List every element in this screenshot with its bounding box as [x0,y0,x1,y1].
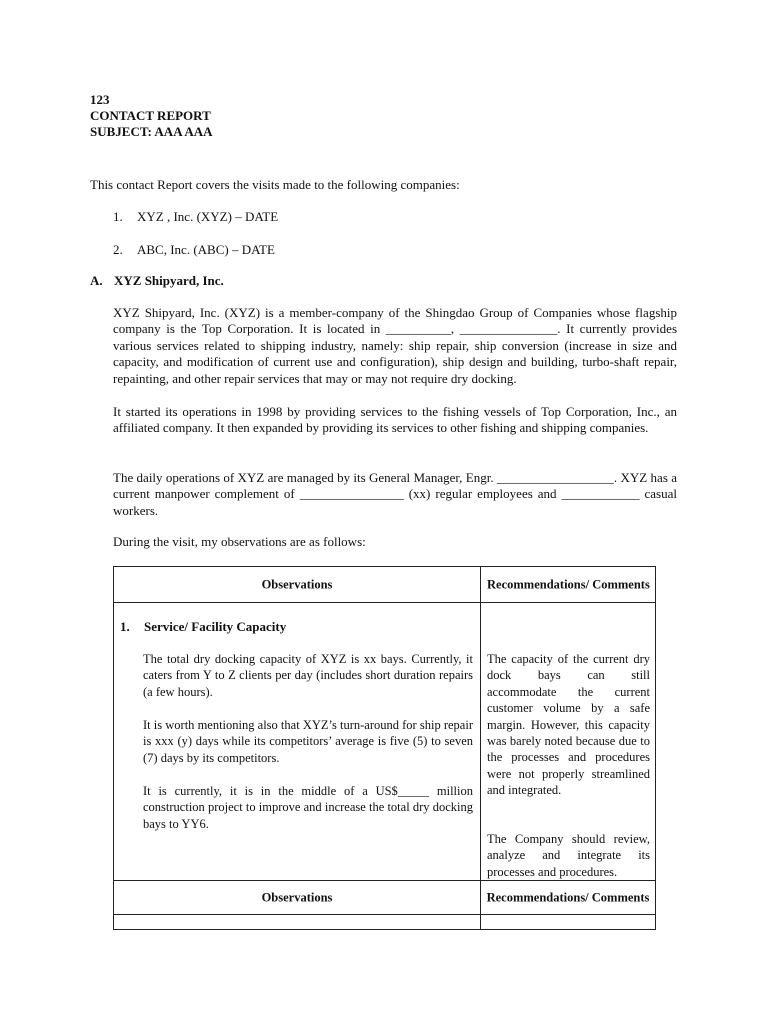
report-number: 123 [90,92,110,107]
observation-paragraph: It is worth mentioning also that XYZ’s turn-around for ship repair is xxx (y) days while its competitors’ average is five (5) to seven (7) days by its competitors. [143,718,473,765]
list-number: 2. [113,242,123,257]
section-heading [90,273,224,289]
paragraph-operations-history: It started its operations in 1998 by providing services to the fishing vessels of Top Corporation, Inc., an affiliated company. It then expanded by providing its services to other fishing and shipping companies. [113,404,677,436]
section-letter: A. [90,273,103,288]
report-title: CONTACT REPORT [90,108,211,123]
section-name: Service/ Facility Capacity [144,619,287,634]
intro-text: This contact Report covers the visits made to the following companies: [90,177,460,192]
company-name: XYZ , Inc. (XYZ) – DATE [137,209,279,224]
table-header-observations: Observations [113,566,481,603]
table-header-recommendations: Recommendations/ Comments [480,566,656,603]
report-header [90,92,213,140]
table-header-observations-repeat: Observations [113,880,481,915]
empty-recommendations-cell [480,914,656,930]
table-header-recommendations-repeat: Recommendations/ Comments [480,880,656,915]
company-name: ABC, Inc. (ABC) – DATE [137,242,275,257]
observation-paragraph: The total dry docking capacity of XYZ is xx bays. Currently, it caters from Y to Z clients per day (includes short duration repairs (a few hours). [143,652,473,699]
report-subject: SUBJECT: AAA AAA [90,124,213,139]
recommendations-cell [480,602,656,881]
paragraph-company-profile: XYZ Shipyard, Inc. (XYZ) is a member-company of the Shingdao Group of Companies whose flagship company is the Top Corporation. It is located in __________, _______________. It currently provides various services related to shipping industry, namely: ship repair, ship conversion (increase in size and capacity, and modification of current use and configuration), ship design and building, turbo-shaft repair, repainting, and other repair services that may or may not require dry docking. [113,305,677,386]
observation-paragraph: It is currently, it is in the middle of a US$_____ million construction project to improve and increase the total dry docking bays to YY6. [143,784,473,831]
empty-observations-cell [113,914,481,930]
section-title: XYZ Shipyard, Inc. [114,273,224,288]
observation-section-title [120,619,286,635]
list-number: 1. [113,209,123,224]
observations-table [113,566,656,930]
section-number: 1. [120,619,130,634]
company-list-item [113,209,278,225]
recommendation-paragraph: The capacity of the current dry dock bays can still accommodate the current customer volume by a safe margin. However, this capacity was barely noted because due to the processes and procedures were not properly streamlined and integrated. [487,652,650,798]
recommendation-paragraph: The Company should review, analyze and integrate its processes and procedures. [487,832,650,879]
observations-cell [113,602,481,881]
observations-intro: During the visit, my observations are as follows: [113,534,366,549]
paragraph-management: The daily operations of XYZ are managed by its General Manager, Engr. __________________. XYZ has a current manpower complement of ________________ (xx) regular employees and ____________ casual workers. [113,470,677,518]
company-list-item [113,242,275,258]
